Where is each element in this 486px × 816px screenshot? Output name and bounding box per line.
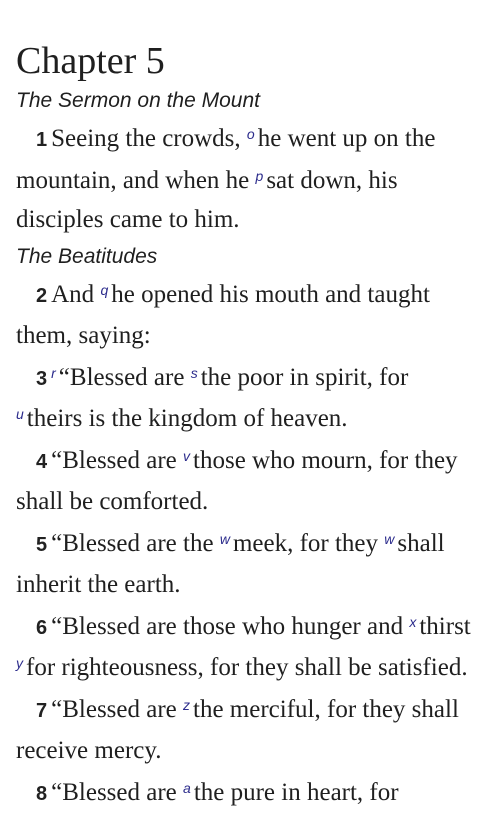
verse-text: Seeing the crowds,: [51, 125, 247, 152]
verse-text: “Blessed are: [51, 446, 184, 474]
verse-text: those who mourn, for they shall be comforted.: [16, 446, 458, 515]
chapter-title: Chapter 5: [16, 40, 165, 82]
verse-text: the pure in heart, for: [193, 778, 399, 806]
verse-text: And: [51, 280, 101, 308]
verse-text: thirst: [419, 612, 471, 640]
section-heading-sermon: The Sermon on the Mount: [16, 89, 260, 112]
cross-reference-link[interactable]: w: [219, 530, 230, 547]
verse-text: the merciful, for they shall receive mercy.: [16, 695, 459, 764]
cross-reference-link[interactable]: x: [409, 613, 417, 630]
verse-1: [16, 119, 476, 240]
cross-reference-link[interactable]: q: [100, 281, 109, 298]
cross-reference-link[interactable]: v: [183, 447, 191, 464]
verse-6: [16, 607, 476, 688]
verse-2: [16, 275, 476, 356]
verse-text: sat down, his disciples came to him.: [16, 166, 398, 233]
verse-text: “Blessed are: [51, 778, 184, 806]
verse-8: [16, 773, 476, 815]
bible-reader: [16, 38, 476, 816]
cross-reference-link[interactable]: w: [384, 530, 395, 547]
verse-text: for righteousness, for they shall be satisfied.: [26, 654, 468, 681]
cross-reference-link[interactable]: y: [16, 655, 23, 671]
verse-number[interactable]: 7: [36, 699, 48, 722]
verse-number[interactable]: 2: [36, 284, 48, 307]
verse-number[interactable]: 8: [36, 782, 48, 805]
verse-number[interactable]: 5: [36, 533, 48, 556]
cross-reference-link[interactable]: o: [246, 126, 255, 142]
verse-text: meek, for they: [232, 529, 385, 557]
verse-text: shall inherit the earth.: [16, 529, 445, 598]
cross-reference-link[interactable]: z: [183, 696, 191, 713]
verse-3: [16, 358, 476, 439]
verse-7: [16, 690, 476, 771]
verse-number[interactable]: 6: [36, 616, 48, 639]
verse-text: theirs is the kingdom of heaven.: [26, 405, 348, 432]
verse-text: he went up on the mountain, and when he: [16, 125, 436, 194]
cross-reference-link[interactable]: p: [255, 167, 264, 184]
verse-text: “Blessed are: [58, 363, 191, 391]
verse-number[interactable]: 3: [36, 367, 48, 390]
section-heading-beatitudes: The Beatitudes: [16, 244, 158, 268]
cross-reference-link[interactable]: a: [183, 779, 191, 796]
cross-reference-link[interactable]: s: [190, 364, 198, 381]
verse-number[interactable]: 4: [36, 450, 48, 473]
verse-text: he opened his mouth and taught them, saying:: [16, 280, 430, 349]
verse-5: [16, 524, 476, 605]
verse-text: “Blessed are the: [51, 529, 220, 557]
cross-reference-link[interactable]: r: [51, 364, 56, 381]
verse-text: “Blessed are: [51, 695, 184, 723]
verse-number[interactable]: 1: [36, 129, 48, 151]
verse-text: the poor in spirit, for: [200, 363, 409, 391]
verse-4: [16, 441, 476, 522]
cross-reference-link[interactable]: u: [16, 406, 24, 422]
verse-text: “Blessed are those who hunger and: [51, 612, 410, 640]
